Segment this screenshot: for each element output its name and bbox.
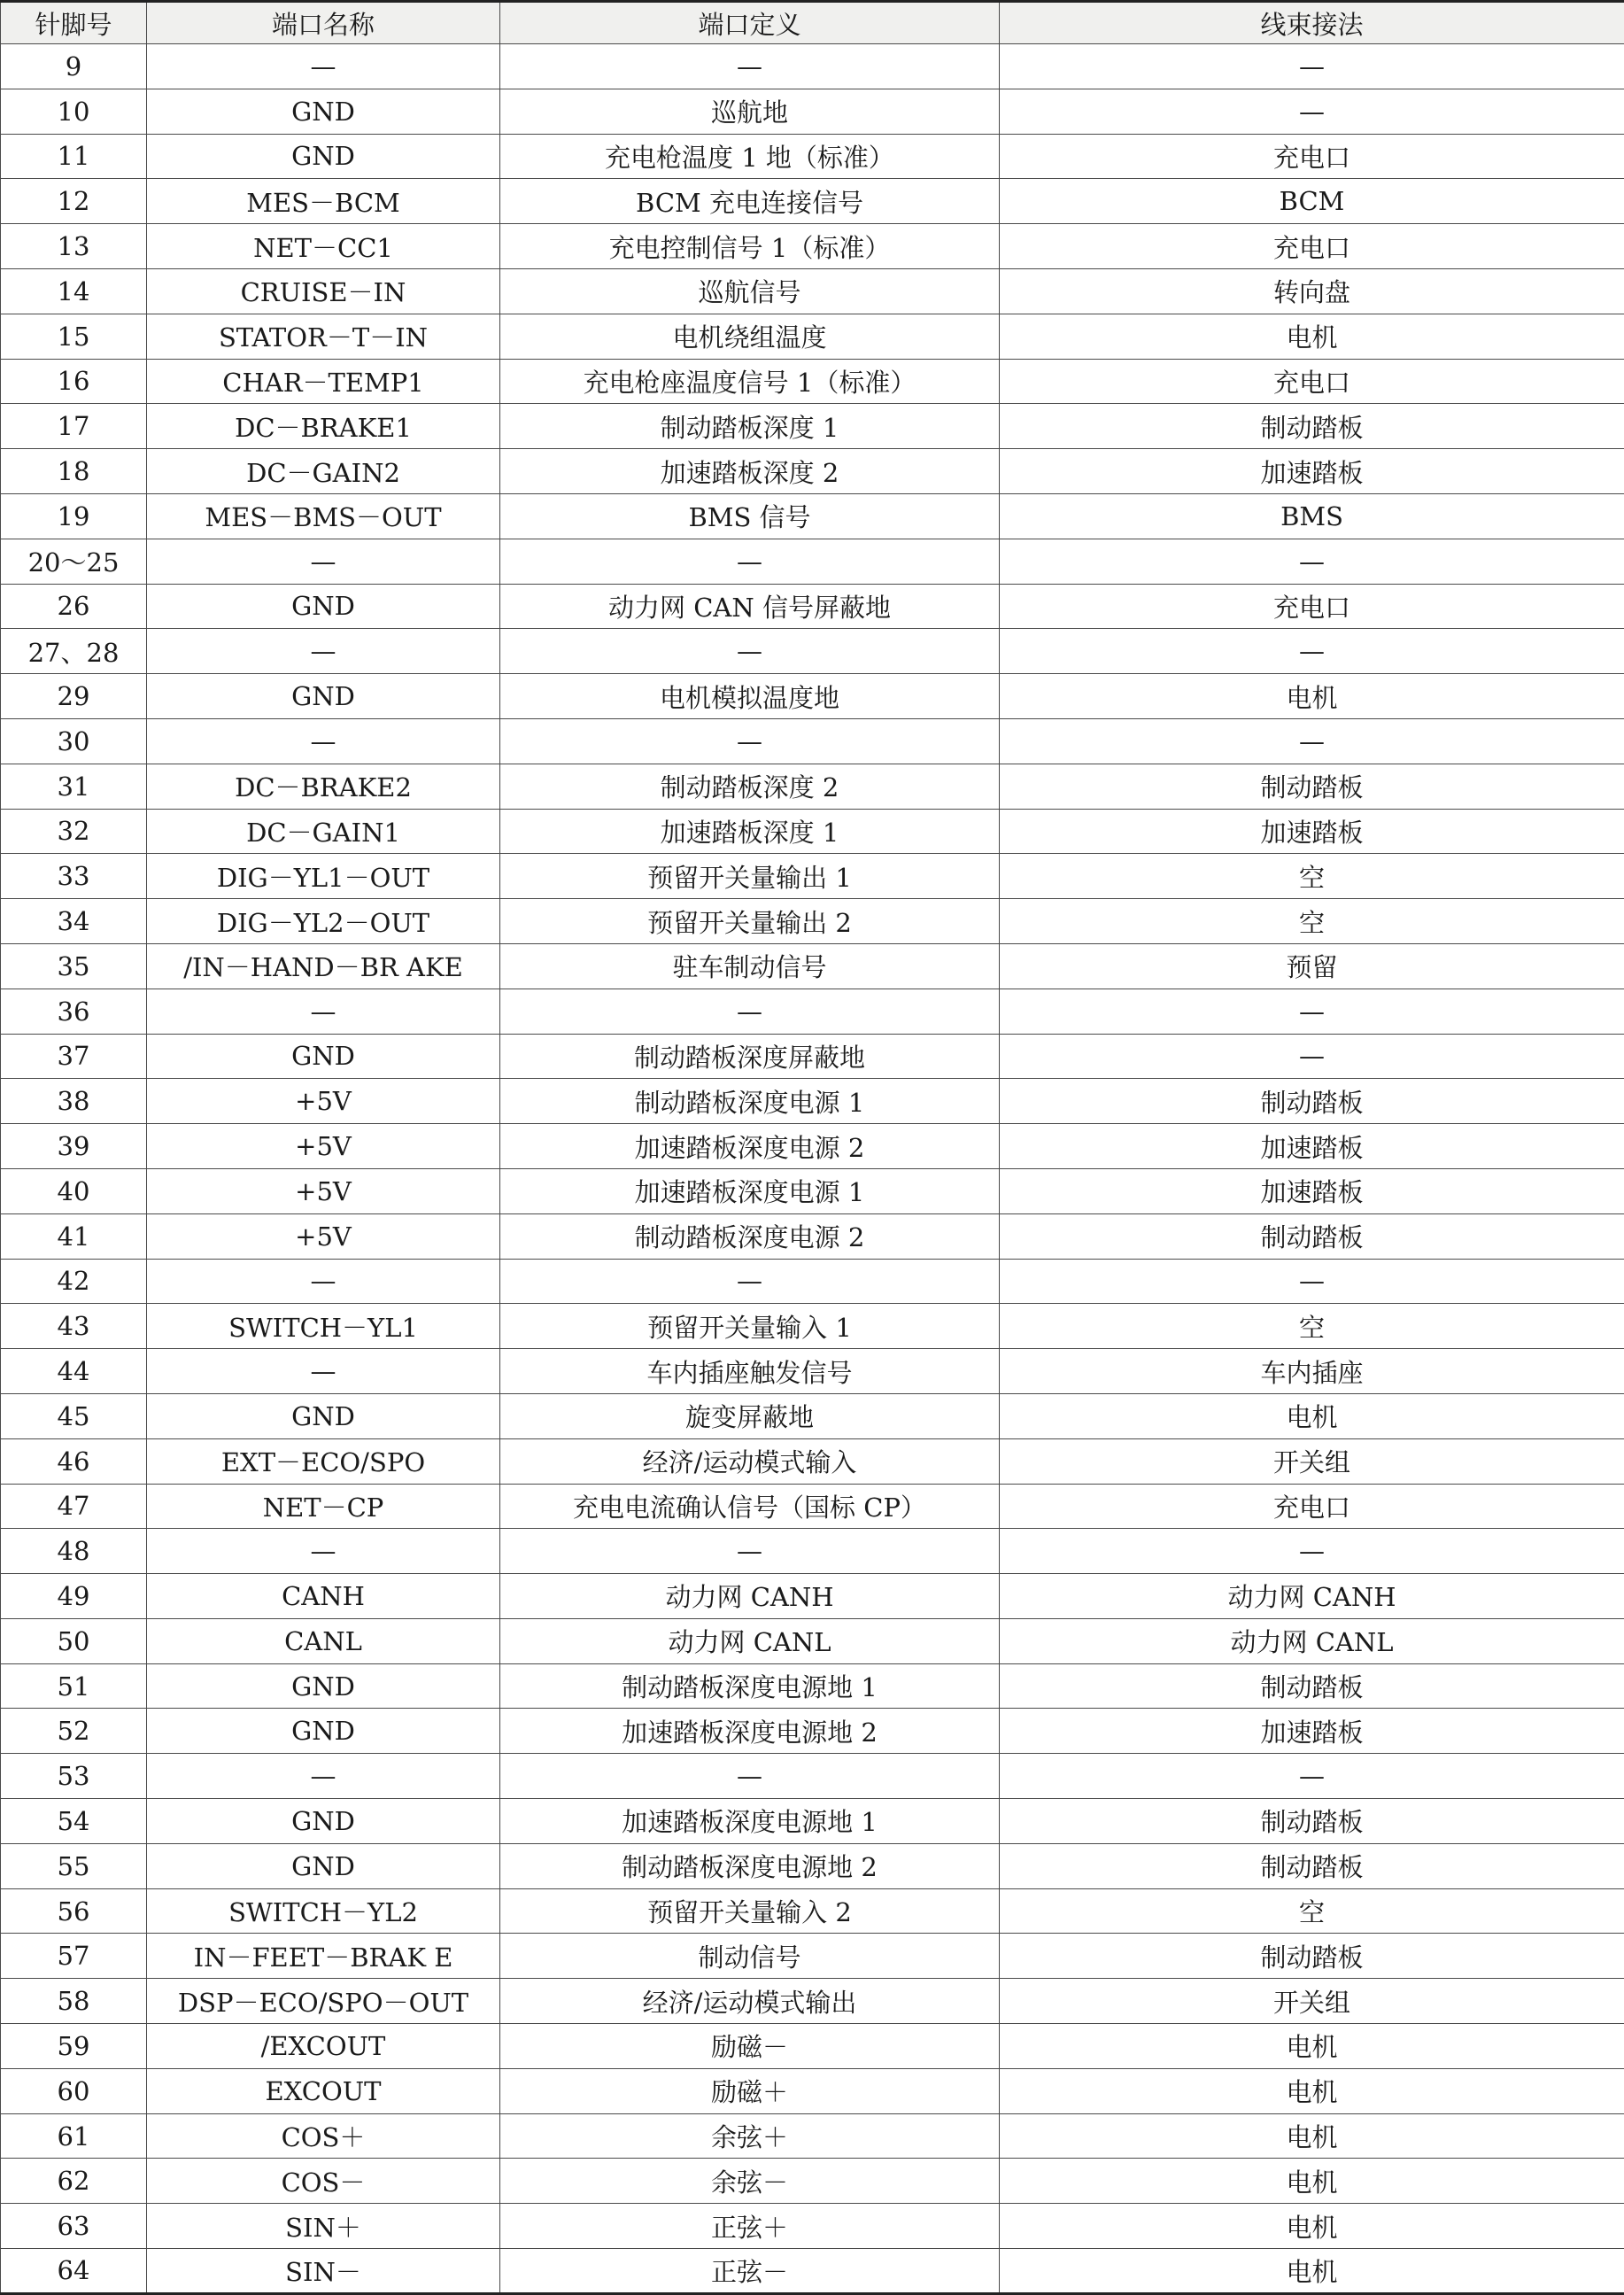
harness-connection-cell: 动力网 CANL (1000, 1618, 1624, 1663)
port-name-cell: CHAR－TEMP1 (147, 359, 500, 404)
pin-number-cell: 11 (1, 134, 147, 179)
port-name-cell: — (147, 1349, 500, 1394)
pin-number-cell: 32 (1, 809, 147, 854)
port-name-cell: SWITCH－YL1 (147, 1304, 500, 1349)
pin-number-cell: 39 (1, 1124, 147, 1169)
table-row (1, 1124, 1624, 1169)
table-row (1, 674, 1624, 719)
port-name-cell: GND (147, 89, 500, 134)
table-row (1, 899, 1624, 944)
port-definition-cell: 制动踏板深度 2 (500, 764, 1000, 809)
port-name-cell: CANH (147, 1574, 500, 1619)
harness-connection-cell: — (1000, 989, 1624, 1034)
port-definition-cell: 充电枪温度 1 地（标准） (500, 134, 1000, 179)
table-row (1, 2024, 1624, 2069)
pin-number-cell: 40 (1, 1168, 147, 1213)
table-row (1, 1168, 1624, 1213)
harness-connection-cell: — (1000, 1529, 1624, 1574)
port-definition-cell: 驻车制动信号 (500, 943, 1000, 989)
header-port-name: 端口名称 (147, 2, 500, 44)
table-row (1, 1213, 1624, 1259)
table-row (1, 1393, 1624, 1438)
harness-connection-cell: 空 (1000, 899, 1624, 944)
table-row (1, 2204, 1624, 2249)
port-name-cell: +5V (147, 1168, 500, 1213)
table-row (1, 1934, 1624, 1979)
port-definition-cell: 励磁－ (500, 2024, 1000, 2069)
port-definition-cell: 巡航地 (500, 89, 1000, 134)
port-definition-cell: 预留开关量输入 1 (500, 1304, 1000, 1349)
harness-connection-cell: — (1000, 44, 1624, 89)
table-row (1, 1079, 1624, 1124)
table-row (1, 943, 1624, 989)
pin-number-cell: 51 (1, 1663, 147, 1709)
port-name-cell: GND (147, 1034, 500, 1079)
port-definition-cell: 加速踏板深度 1 (500, 809, 1000, 854)
port-definition-cell: 充电枪座温度信号 1（标准） (500, 359, 1000, 404)
port-name-cell: EXT－ECO/SPO (147, 1438, 500, 1484)
harness-connection-cell: — (1000, 718, 1624, 764)
port-definition-cell: 充电控制信号 1（标准） (500, 224, 1000, 269)
table-row (1, 854, 1624, 899)
harness-connection-cell: BCM (1000, 179, 1624, 224)
port-definition-cell: 电机模拟温度地 (500, 674, 1000, 719)
pin-number-cell: 18 (1, 449, 147, 494)
port-definition-cell: — (500, 1754, 1000, 1799)
port-name-cell: IN－FEET－BRAK E (147, 1934, 500, 1979)
harness-connection-cell: — (1000, 539, 1624, 584)
port-name-cell: CANL (147, 1618, 500, 1663)
port-definition-cell: 预留开关量输出 1 (500, 854, 1000, 899)
table-row (1, 2249, 1624, 2294)
harness-connection-cell: 制动踏板 (1000, 1799, 1624, 1844)
table-row (1, 2113, 1624, 2159)
harness-connection-cell: 预留 (1000, 943, 1624, 989)
pin-number-cell: 10 (1, 89, 147, 134)
port-name-cell: — (147, 44, 500, 89)
port-definition-cell: — (500, 718, 1000, 764)
pin-number-cell: 61 (1, 2113, 147, 2159)
port-definition-cell: 制动踏板深度屏蔽地 (500, 1034, 1000, 1079)
harness-connection-cell: 空 (1000, 1888, 1624, 1934)
table-row (1, 1618, 1624, 1663)
pin-number-cell: 59 (1, 2024, 147, 2069)
table-row (1, 2159, 1624, 2204)
port-definition-cell: 巡航信号 (500, 268, 1000, 314)
port-name-cell: MES－BMS－OUT (147, 493, 500, 539)
table-row (1, 314, 1624, 359)
port-definition-cell: 预留开关量输出 2 (500, 899, 1000, 944)
harness-connection-cell: — (1000, 629, 1624, 674)
port-name-cell: MES－BCM (147, 179, 500, 224)
port-definition-cell: 制动信号 (500, 1934, 1000, 1979)
pin-number-cell: 52 (1, 1709, 147, 1754)
port-name-cell: DIG－YL1－OUT (147, 854, 500, 899)
header-harness-connection: 线束接法 (1000, 2, 1624, 44)
harness-connection-cell: — (1000, 1754, 1624, 1799)
header-pin-number: 针脚号 (1, 2, 147, 44)
port-name-cell: — (147, 1259, 500, 1304)
table-row (1, 764, 1624, 809)
pin-number-cell: 33 (1, 854, 147, 899)
table-row (1, 809, 1624, 854)
pin-number-cell: 42 (1, 1259, 147, 1304)
port-definition-cell: — (500, 629, 1000, 674)
port-definition-cell: 制动踏板深度电源地 2 (500, 1843, 1000, 1888)
port-definition-cell: — (500, 1529, 1000, 1574)
port-name-cell: GND (147, 134, 500, 179)
port-name-cell: GND (147, 1709, 500, 1754)
table-row (1, 2068, 1624, 2113)
table-row (1, 718, 1624, 764)
port-definition-cell: 制动踏板深度 1 (500, 404, 1000, 449)
table-row (1, 493, 1624, 539)
pin-number-cell: 56 (1, 1888, 147, 1934)
table-row (1, 629, 1624, 674)
port-name-cell: SIN＋ (147, 2204, 500, 2249)
port-definition-cell: 电机绕组温度 (500, 314, 1000, 359)
harness-connection-cell: 制动踏板 (1000, 1843, 1624, 1888)
pin-number-cell: 44 (1, 1349, 147, 1394)
harness-connection-cell: 电机 (1000, 1393, 1624, 1438)
pin-number-cell: 27、28 (1, 629, 147, 674)
port-definition-cell: 预留开关量输入 2 (500, 1888, 1000, 1934)
harness-connection-cell: 充电口 (1000, 134, 1624, 179)
harness-connection-cell: — (1000, 1034, 1624, 1079)
table-row (1, 1259, 1624, 1304)
pin-number-cell: 12 (1, 179, 147, 224)
harness-connection-cell: 充电口 (1000, 584, 1624, 629)
table-row (1, 989, 1624, 1034)
header-row (1, 2, 1624, 44)
table-header (1, 2, 1624, 44)
pin-number-cell: 16 (1, 359, 147, 404)
harness-connection-cell: 电机 (1000, 314, 1624, 359)
harness-connection-cell: 开关组 (1000, 1438, 1624, 1484)
port-name-cell: EXCOUT (147, 2068, 500, 2113)
port-name-cell: DC－BRAKE1 (147, 404, 500, 449)
pin-number-cell: 36 (1, 989, 147, 1034)
harness-connection-cell: 充电口 (1000, 359, 1624, 404)
port-name-cell: NET－CC1 (147, 224, 500, 269)
port-name-cell: GND (147, 1799, 500, 1844)
port-name-cell: GND (147, 1663, 500, 1709)
pin-number-cell: 62 (1, 2159, 147, 2204)
port-definition-cell: 制动踏板深度电源 2 (500, 1213, 1000, 1259)
port-name-cell: GND (147, 584, 500, 629)
table-row (1, 1709, 1624, 1754)
pin-number-cell: 57 (1, 1934, 147, 1979)
port-name-cell: DC－GAIN1 (147, 809, 500, 854)
port-name-cell: — (147, 718, 500, 764)
port-name-cell: /EXCOUT (147, 2024, 500, 2069)
port-definition-cell: 加速踏板深度电源地 1 (500, 1799, 1000, 1844)
port-definition-cell: 制动踏板深度电源 1 (500, 1079, 1000, 1124)
table-row (1, 1979, 1624, 2024)
port-definition-cell: 动力网 CAN 信号屏蔽地 (500, 584, 1000, 629)
harness-connection-cell: 制动踏板 (1000, 404, 1624, 449)
harness-connection-cell: 制动踏板 (1000, 1934, 1624, 1979)
port-definition-cell: 正弦－ (500, 2249, 1000, 2294)
port-name-cell: NET－CP (147, 1484, 500, 1529)
harness-connection-cell: 转向盘 (1000, 268, 1624, 314)
harness-connection-cell: 制动踏板 (1000, 1663, 1624, 1709)
port-definition-cell: 加速踏板深度电源地 2 (500, 1709, 1000, 1754)
port-name-cell: — (147, 1754, 500, 1799)
harness-connection-cell: 电机 (1000, 2249, 1624, 2294)
pin-number-cell: 54 (1, 1799, 147, 1844)
table-row (1, 134, 1624, 179)
port-definition-cell: — (500, 44, 1000, 89)
port-definition-cell: 车内插座触发信号 (500, 1349, 1000, 1394)
port-definition-cell: 加速踏板深度 2 (500, 449, 1000, 494)
port-definition-cell: 充电电流确认信号（国标 CP） (500, 1484, 1000, 1529)
port-definition-cell: 动力网 CANH (500, 1574, 1000, 1619)
port-name-cell: — (147, 629, 500, 674)
harness-connection-cell: 充电口 (1000, 1484, 1624, 1529)
port-definition-cell: 动力网 CANL (500, 1618, 1000, 1663)
port-definition-cell: 正弦＋ (500, 2204, 1000, 2249)
harness-connection-cell: 制动踏板 (1000, 764, 1624, 809)
pin-number-cell: 20～25 (1, 539, 147, 584)
pin-number-cell: 49 (1, 1574, 147, 1619)
pin-number-cell: 55 (1, 1843, 147, 1888)
pin-number-cell: 15 (1, 314, 147, 359)
harness-connection-cell: 加速踏板 (1000, 1124, 1624, 1169)
table-row (1, 359, 1624, 404)
table-row (1, 1574, 1624, 1619)
table-row (1, 224, 1624, 269)
port-name-cell: CRUISE－IN (147, 268, 500, 314)
port-definition-cell: 制动踏板深度电源地 1 (500, 1663, 1000, 1709)
harness-connection-cell: 加速踏板 (1000, 1168, 1624, 1213)
harness-connection-cell: 动力网 CANH (1000, 1574, 1624, 1619)
harness-connection-cell: 制动踏板 (1000, 1213, 1624, 1259)
port-name-cell: DIG－YL2－OUT (147, 899, 500, 944)
port-name-cell: — (147, 539, 500, 584)
port-name-cell: COS＋ (147, 2113, 500, 2159)
table-row (1, 1438, 1624, 1484)
pin-number-cell: 37 (1, 1034, 147, 1079)
table-row (1, 584, 1624, 629)
port-name-cell: GND (147, 1843, 500, 1888)
pin-number-cell: 29 (1, 674, 147, 719)
port-name-cell: — (147, 989, 500, 1034)
port-name-cell: DC－GAIN2 (147, 449, 500, 494)
pin-number-cell: 63 (1, 2204, 147, 2249)
pin-number-cell: 50 (1, 1618, 147, 1663)
harness-connection-cell: 制动踏板 (1000, 1079, 1624, 1124)
port-definition-cell: 励磁＋ (500, 2068, 1000, 2113)
port-definition-cell: BMS 信号 (500, 493, 1000, 539)
harness-connection-cell: 电机 (1000, 2204, 1624, 2249)
table-row (1, 404, 1624, 449)
harness-connection-cell: — (1000, 1259, 1624, 1304)
harness-connection-cell: 电机 (1000, 674, 1624, 719)
port-name-cell: SWITCH－YL2 (147, 1888, 500, 1934)
table-row (1, 539, 1624, 584)
table-row (1, 1529, 1624, 1574)
harness-connection-cell: 电机 (1000, 2024, 1624, 2069)
port-name-cell: +5V (147, 1213, 500, 1259)
port-name-cell: DC－BRAKE2 (147, 764, 500, 809)
port-name-cell: /IN－HAND－BR AKE (147, 943, 500, 989)
port-name-cell: SIN－ (147, 2249, 500, 2294)
port-definition-cell: 加速踏板深度电源 2 (500, 1124, 1000, 1169)
port-definition-cell: — (500, 989, 1000, 1034)
pin-number-cell: 46 (1, 1438, 147, 1484)
pin-number-cell: 64 (1, 2249, 147, 2294)
pin-number-cell: 60 (1, 2068, 147, 2113)
pin-number-cell: 31 (1, 764, 147, 809)
port-definition-cell: — (500, 1259, 1000, 1304)
header-port-definition: 端口定义 (500, 2, 1000, 44)
port-name-cell: COS－ (147, 2159, 500, 2204)
pin-number-cell: 35 (1, 943, 147, 989)
harness-connection-cell: 电机 (1000, 2113, 1624, 2159)
harness-connection-cell: 车内插座 (1000, 1349, 1624, 1394)
pin-number-cell: 45 (1, 1393, 147, 1438)
table-body (1, 44, 1624, 2294)
table-row (1, 1888, 1624, 1934)
harness-connection-cell: 加速踏板 (1000, 1709, 1624, 1754)
port-definition-cell: 经济/运动模式输出 (500, 1979, 1000, 2024)
port-definition-cell: 余弦＋ (500, 2113, 1000, 2159)
port-definition-cell: 余弦－ (500, 2159, 1000, 2204)
port-definition-cell: BCM 充电连接信号 (500, 179, 1000, 224)
port-name-cell: — (147, 1529, 500, 1574)
port-name-cell: DSP－ECO/SPO－OUT (147, 1979, 500, 2024)
harness-connection-cell: — (1000, 89, 1624, 134)
pin-number-cell: 17 (1, 404, 147, 449)
table-row (1, 1754, 1624, 1799)
harness-connection-cell: BMS (1000, 493, 1624, 539)
pin-number-cell: 9 (1, 44, 147, 89)
pin-number-cell: 41 (1, 1213, 147, 1259)
pin-number-cell: 48 (1, 1529, 147, 1574)
pin-number-cell: 58 (1, 1979, 147, 2024)
port-definition-cell: 旋变屏蔽地 (500, 1393, 1000, 1438)
port-name-cell: +5V (147, 1124, 500, 1169)
table-row (1, 89, 1624, 134)
harness-connection-cell: 充电口 (1000, 224, 1624, 269)
pin-number-cell: 38 (1, 1079, 147, 1124)
table-row (1, 1843, 1624, 1888)
table-row (1, 1799, 1624, 1844)
pin-number-cell: 14 (1, 268, 147, 314)
port-definition-cell: 经济/运动模式输入 (500, 1438, 1000, 1484)
table-row (1, 449, 1624, 494)
harness-connection-cell: 加速踏板 (1000, 809, 1624, 854)
pin-number-cell: 30 (1, 718, 147, 764)
table-row (1, 268, 1624, 314)
harness-connection-cell: 空 (1000, 1304, 1624, 1349)
port-name-cell: GND (147, 674, 500, 719)
port-definition-cell: — (500, 539, 1000, 584)
table-row (1, 1349, 1624, 1394)
harness-connection-cell: 电机 (1000, 2159, 1624, 2204)
harness-connection-cell: 开关组 (1000, 1979, 1624, 2024)
harness-connection-cell: 空 (1000, 854, 1624, 899)
port-name-cell: GND (147, 1393, 500, 1438)
pin-number-cell: 13 (1, 224, 147, 269)
port-definition-cell: 加速踏板深度电源 1 (500, 1168, 1000, 1213)
port-name-cell: STATOR－T－IN (147, 314, 500, 359)
table-row (1, 44, 1624, 89)
table-row (1, 179, 1624, 224)
port-name-cell: +5V (147, 1079, 500, 1124)
harness-connection-cell: 加速踏板 (1000, 449, 1624, 494)
pin-number-cell: 26 (1, 584, 147, 629)
pin-number-cell: 43 (1, 1304, 147, 1349)
table-row (1, 1304, 1624, 1349)
pin-number-cell: 53 (1, 1754, 147, 1799)
pin-number-cell: 47 (1, 1484, 147, 1529)
table-row (1, 1663, 1624, 1709)
pin-number-cell: 34 (1, 899, 147, 944)
table-row (1, 1034, 1624, 1079)
pin-number-cell: 19 (1, 493, 147, 539)
harness-connection-cell: 电机 (1000, 2068, 1624, 2113)
table-row (1, 1484, 1624, 1529)
